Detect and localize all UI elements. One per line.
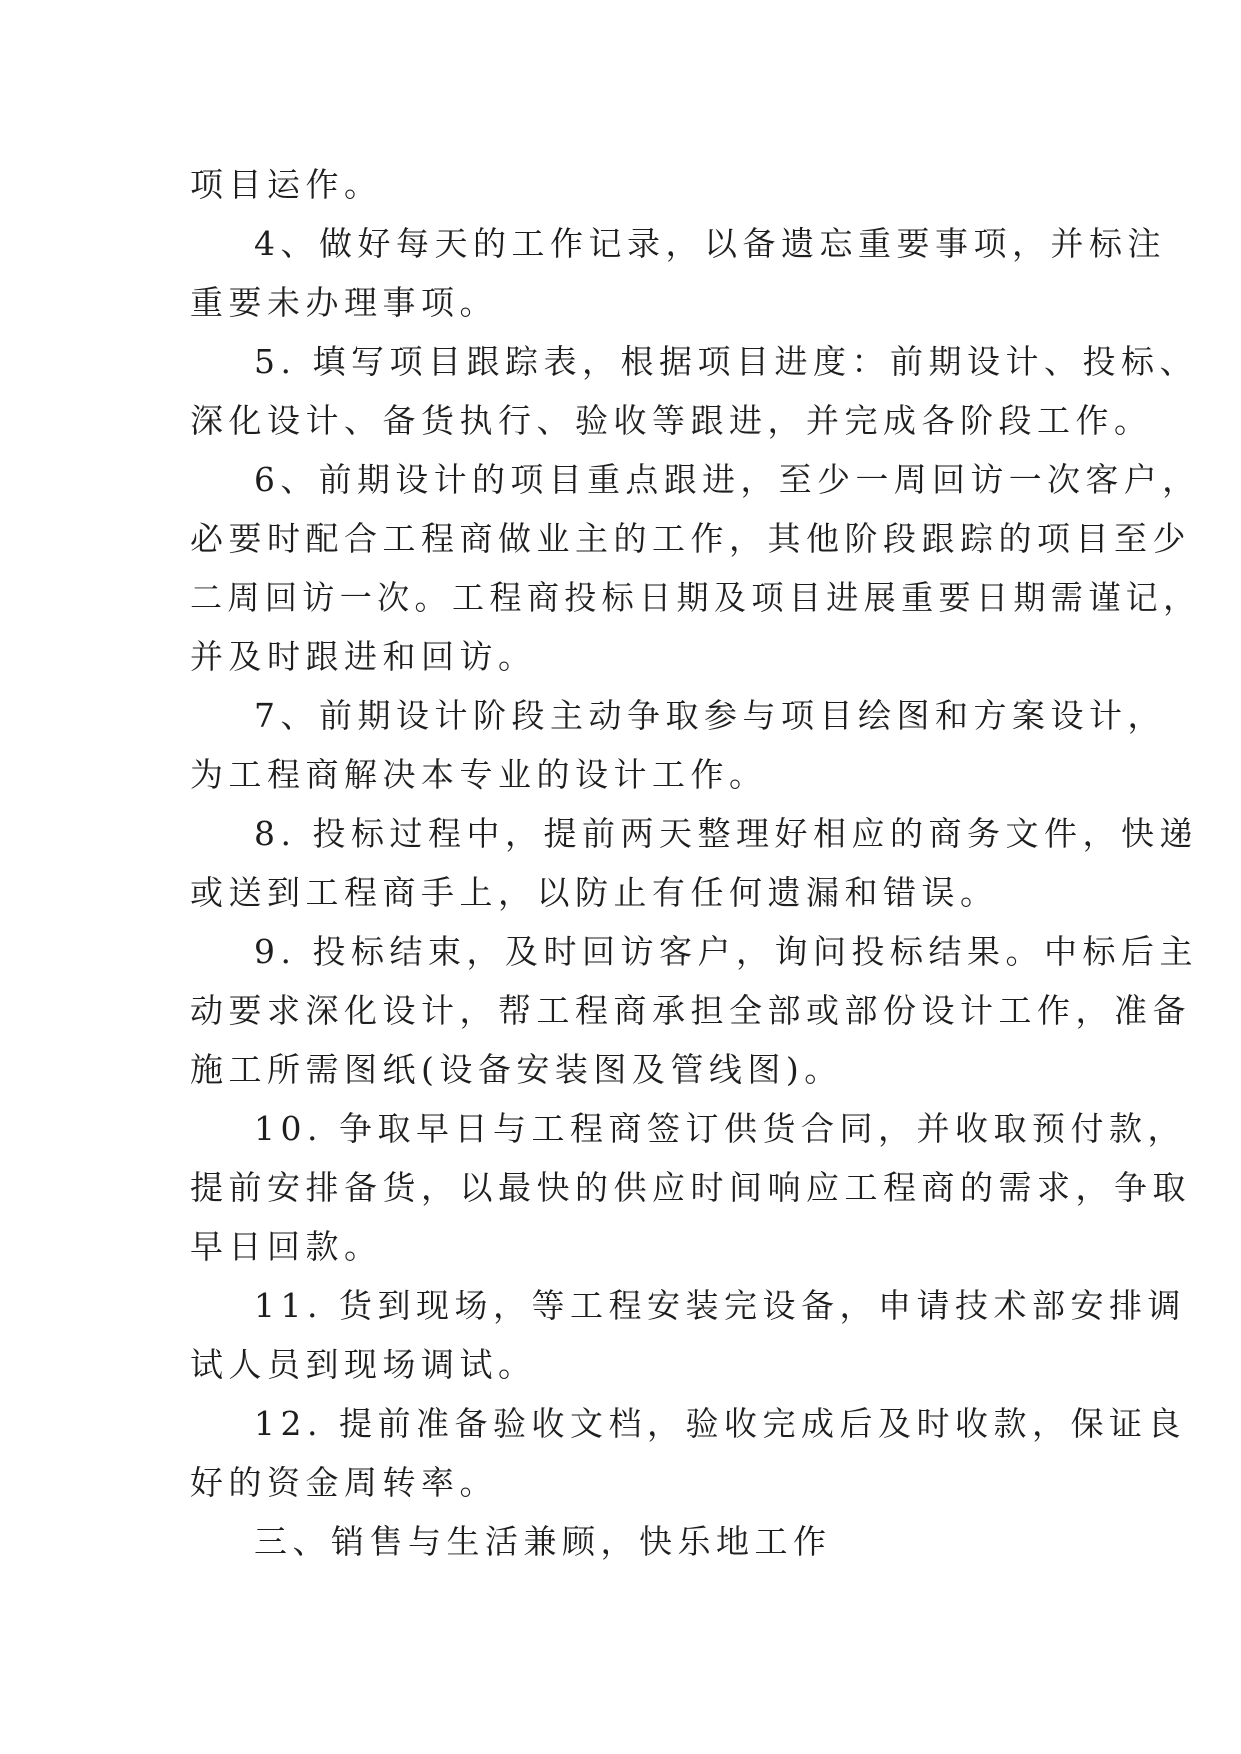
line-11: 为工程商解决本专业的设计工作。 xyxy=(190,755,768,794)
section-heading: 三、销售与生活兼顾，快乐地工作 xyxy=(254,1522,832,1561)
line-22: 12. 提前准备验收文档，验收完成后及时收款，保证良 xyxy=(254,1404,1186,1443)
line-2: 4、做好每天的工作记录，以备遗忘重要事项，并标注 xyxy=(254,224,1166,263)
line-20: 11. 货到现场，等工程安装完设备，申请技术部安排调 xyxy=(254,1286,1186,1325)
line-16: 施工所需图纸(设备安装图及管线图)。 xyxy=(190,1050,843,1089)
line-13: 或送到工程商手上，以防止有任何遗漏和错误。 xyxy=(190,873,999,912)
line-5: 深化设计、备货执行、验收等跟进，并完成各阶段工作。 xyxy=(190,401,1153,440)
line-9: 并及时跟进和回访。 xyxy=(190,637,537,676)
line-18: 提前安排备货，以最快的供应时间响应工程商的需求，争取 xyxy=(190,1168,1191,1207)
line-7: 必要时配合工程商做业主的工作，其他阶段跟踪的项目至少 xyxy=(190,519,1191,558)
line-14: 9. 投标结束，及时回访客户，询问投标结果。中标后主 xyxy=(254,932,1198,971)
line-4: 5. 填写项目跟踪表，根据项目进度：前期设计、投标、 xyxy=(254,342,1198,381)
line-1: 项目运作。 xyxy=(190,165,383,204)
line-23: 好的资金周转率。 xyxy=(190,1463,498,1502)
line-12: 8. 投标过程中，提前两天整理好相应的商务文件，快递 xyxy=(254,814,1198,853)
line-10: 7、前期设计阶段主动争取参与项目绘图和方案设计， xyxy=(254,696,1166,735)
line-15: 动要求深化设计，帮工程商承担全部或部份设计工作，准备 xyxy=(190,991,1191,1030)
line-19: 早日回款。 xyxy=(190,1227,383,1266)
line-21: 试人员到现场调试。 xyxy=(190,1345,537,1384)
line-6: 6、前期设计的项目重点跟进，至少一周回访一次客户， xyxy=(254,460,1201,499)
line-17: 10. 争取早日与工程商签订供货合同，并收取预付款， xyxy=(254,1109,1186,1148)
line-8: 二周回访一次。工程商投标日期及项目进展重要日期需谨记， xyxy=(190,578,1201,617)
line-3: 重要未办理事项。 xyxy=(190,283,498,322)
